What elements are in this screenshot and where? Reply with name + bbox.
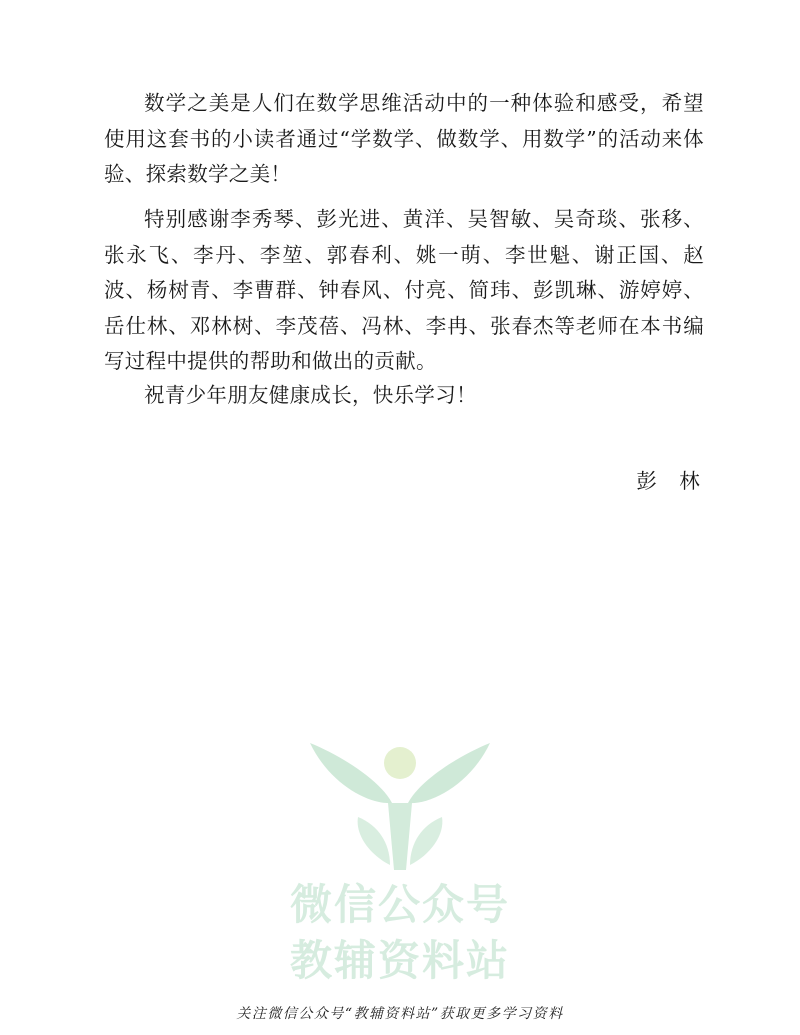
paragraph-intro: 数学之美是人们在数学思维活动中的一种体验和感受，希望使用这套书的小读者通过“学数学、做数学、用数学”的活动来体验、探索数学之美！ — [104, 91, 704, 186]
footer-note: 关注微信公众号“教辅资料站”获取更多学习资料 — [236, 1006, 564, 1022]
paragraph-wishes: 祝青少年朋友健康成长，快乐学习！ — [144, 383, 477, 407]
signature-surname: 彭 — [636, 469, 658, 493]
paragraph-acknowledgements: 特别感谢李秀琴、彭光进、黄洋、吴智敏、吴奇琰、张移、张永飞、李丹、李堃、郭春利、姚一萌、李世魁、谢正国、赵波、杨树青、李曹群、钟春风、付亮、简玮、彭凯琳、游婷婷、岳仕林、邓林树、李茂蓓、冯林、李冉、张春杰等老师在本书编写过程中提供的帮助和做出的贡献。 — [104, 207, 704, 373]
watermark-line-2: 教辅资料站 — [289, 936, 510, 985]
watermark-line-1: 微信公众号 — [289, 880, 510, 929]
watermark-logo-icon — [300, 725, 500, 875]
signature-given-name: 林 — [679, 469, 700, 493]
author-signature — [636, 464, 700, 494]
